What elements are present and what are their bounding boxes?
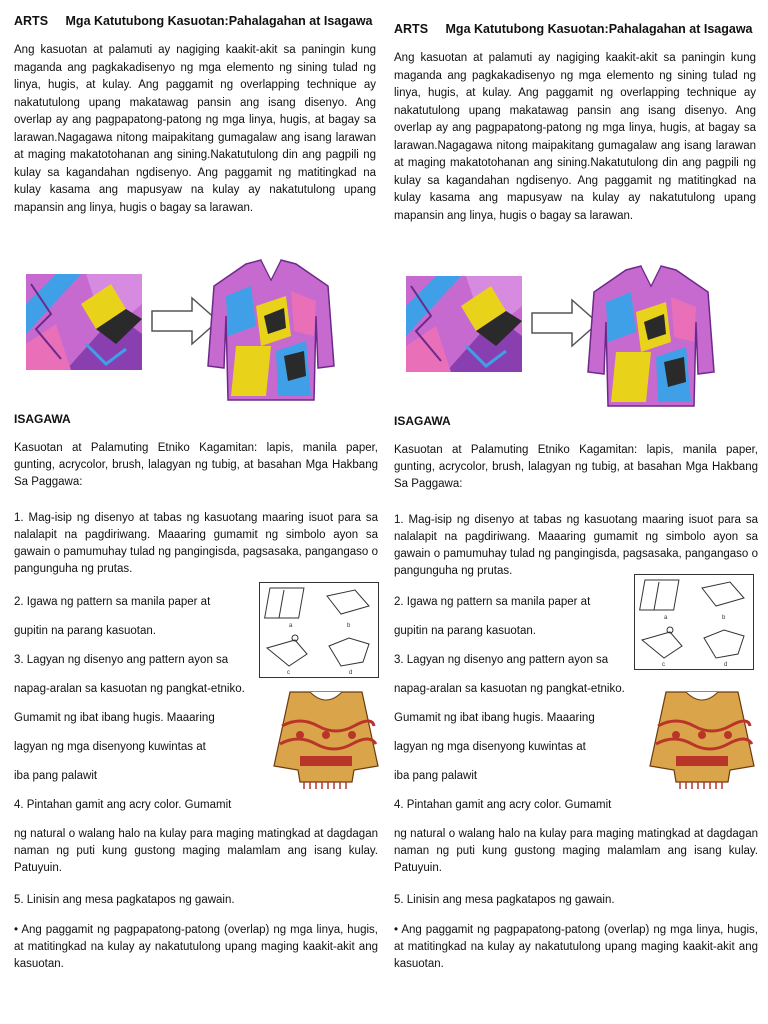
- step-2-line-1: 2. Igawa ng pattern sa manila paper at: [14, 596, 211, 608]
- step-3-line-1: 3. Lagyan ng disenyo ang pattern ayon sa: [394, 654, 609, 666]
- subject-label: ARTS: [394, 22, 429, 36]
- step-4-line-1: 4. Pintahan gamit ang acry color. Gumamit: [394, 799, 612, 811]
- step-2-line-2: gupitin na parang kasuotan.: [14, 625, 156, 637]
- pattern-folding-diagram: [634, 574, 754, 670]
- ethnic-garment-illustration: [270, 686, 382, 790]
- pattern-folding-diagram: [259, 582, 379, 678]
- ethnic-garment-illustration: [646, 686, 758, 790]
- materials-paragraph: Kasuotan at Palamuting Etniko Kagamitan: lapis, manila paper, gunting, acrycolor, brush, lalagyan ng tubig, at basahan Mga Hakbang Sa Paggawa:: [394, 444, 758, 490]
- subject-label: ARTS: [14, 14, 49, 28]
- step-1: 1. Mag-isip ng disenyo at tabas ng kasuotang maaring isuot para sa nalalapit na pagdiriwang. Maaaring gumamit ng simbolo ayon sa gawain o pamumuhay tulad ng pangingisda, pagsasaka, pangangaso o pangunguha ng prutas.: [394, 514, 758, 577]
- overlap-note: • Ang paggamit ng pagpapatong-patong (overlap) ng mga linya, hugis, at matitingkad na kulay ay nakatutulong upang maging kaakit-akit ang kasuotan.: [394, 924, 758, 970]
- step-4-continued: ng natural o walang halo na kulay para maging matingkad at dagdagan naman ng puti kung gustong maging malamlam ang isang kulay. Patuyuin.: [14, 828, 378, 874]
- materials-paragraph: Kasuotan at Palamuting Etniko Kagamitan: lapis, manila paper, gunting, acrycolor, brush, lalagyan ng tubig, at basahan Mga Hakbang Sa Paggawa:: [14, 442, 378, 488]
- diagram-label-c: c: [662, 662, 665, 668]
- worksheet-title: [394, 22, 753, 36]
- section-heading: ISAGAWA: [14, 412, 71, 426]
- step-3-line-4: lagyan ng mga disenyong kuwintas at: [14, 741, 206, 753]
- step-3-line-5: iba pang palawit: [14, 770, 98, 782]
- shirt-illustration: [586, 262, 716, 410]
- step-4-line-1: 4. Pintahan gamit ang acry color. Gumamit: [14, 799, 232, 811]
- diagram-label-b: b: [722, 615, 726, 621]
- fabric-pattern-image: [406, 276, 522, 372]
- step-2-line-2: gupitin na parang kasuotan.: [394, 625, 536, 637]
- step-1: 1. Mag-isip ng disenyo at tabas ng kasuotang maaring isuot para sa nalalapit na pagdiriwang. Maaaring gumamit ng simbolo ayon sa gawain o pamumuhay tulad ng pangingisda, pagsasaka, pangangaso o pangunguha ng prutas.: [14, 512, 378, 575]
- intro-paragraph: Ang kasuotan at palamuti ay nagiging kaakit-akit sa paningin kung maganda ang pagkakadisenyo ng mga elemento ng sining tulad ng linya, hugis, at kulay. Ang paggamit ng overlapping technique ay nakatutulong upang makatawag pansin ang isang disenyo. Ang overlap ay ang pagpapatong-patong ng mga linya, hugis, at bagay sa larawan.Nagagawa nitong maipakitang gumagalaw ang isang larawan at maging makatotohanan ang sining.Nakatutulong din ang pagpili ng kulay sa kagandahan ngdisenyo. Ang paggamit ng matitingkad na kulay kasama ang mapusyaw na kulay ay nakatutulong upang mapansin ang linya, hugis o bagay sa larawan.: [14, 44, 376, 214]
- worksheet-title: [14, 14, 373, 28]
- diagram-label-c: c: [287, 670, 290, 676]
- step-5: 5. Linisin ang mesa pagkatapos ng gawain.: [14, 894, 235, 906]
- diagram-label-d: d: [349, 670, 353, 676]
- overlap-note: • Ang paggamit ng pagpapatong-patong (overlap) ng mga linya, hugis, at matitingkad na kulay ay nakatutulong upang maging kaakit-akit ang kasuotan.: [14, 924, 378, 970]
- step-2-line-1: 2. Igawa ng pattern sa manila paper at: [394, 596, 591, 608]
- step-3-line-2: napag-aralan sa kasuotan ng pangkat-etniko.: [394, 683, 625, 695]
- worksheet-right: [390, 0, 762, 1024]
- diagram-label-d: d: [724, 662, 728, 668]
- step-3-line-5: iba pang palawit: [394, 770, 478, 782]
- step-5: 5. Linisin ang mesa pagkatapos ng gawain.: [394, 894, 615, 906]
- diagram-label-b: b: [347, 623, 351, 629]
- intro-paragraph: Ang kasuotan at palamuti ay nagiging kaakit-akit sa paningin kung maganda ang pagkakadisenyo ng mga elemento ng sining tulad ng linya, hugis, at kulay. Ang paggamit ng overlapping technique ay nakatutulong upang makatawag pansin ang isang disenyo. Ang overlap ay ang pagpapatong-patong ng mga linya, hugis, at bagay sa larawan.Nagagawa nitong maipakitang gumagalaw ang isang larawan at maging makatotohanan ang sining.Nakatutulong din ang pagpili ng kulay sa kagandahan ngdisenyo. Ang paggamit ng matitingkad na kulay kasama ang mapusyaw na kulay ay nakatutulong upang mapansin ang linya, hugis o bagay sa larawan.: [394, 52, 756, 222]
- step-3-line-1: 3. Lagyan ng disenyo ang pattern ayon sa: [14, 654, 229, 666]
- diagram-label-a: a: [664, 615, 668, 621]
- step-4-continued: ng natural o walang halo na kulay para maging matingkad at dagdagan naman ng puti kung gustong maging malamlam ang isang kulay. Patuyuin.: [394, 828, 758, 874]
- fabric-pattern-image: [26, 274, 142, 370]
- step-3-line-3: Gumamit ng ibat ibang hugis. Maaaring: [394, 712, 595, 724]
- section-heading: ISAGAWA: [394, 414, 451, 428]
- lesson-heading: Mga Katutubong Kasuotan:Pahalagahan at Isagawa: [65, 14, 373, 28]
- worksheet-left: [10, 0, 382, 1024]
- lesson-heading: Mga Katutubong Kasuotan:Pahalagahan at Isagawa: [445, 22, 753, 36]
- step-3-line-4: lagyan ng mga disenyong kuwintas at: [394, 741, 586, 753]
- shirt-illustration: [206, 256, 336, 404]
- step-3-line-2: napag-aralan sa kasuotan ng pangkat-etniko.: [14, 683, 245, 695]
- diagram-label-a: a: [289, 623, 293, 629]
- step-3-line-3: Gumamit ng ibat ibang hugis. Maaaring: [14, 712, 215, 724]
